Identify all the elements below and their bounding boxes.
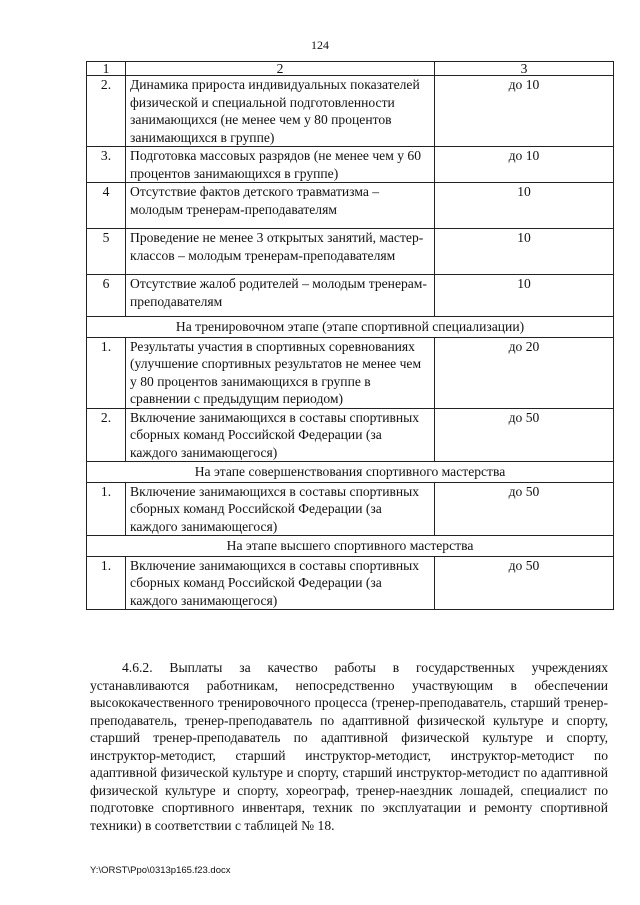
- row-value: до 50: [435, 482, 614, 536]
- row-value: до 50: [435, 408, 614, 462]
- row-value: 10: [435, 229, 614, 275]
- table-row: [87, 556, 614, 610]
- header-col-1: 1: [87, 62, 126, 76]
- section-row: [87, 536, 614, 557]
- row-value: 10: [435, 275, 614, 317]
- page-number: 124: [311, 38, 329, 52]
- table-row: [87, 147, 614, 183]
- table-body: [87, 62, 614, 610]
- row-number: 1.: [87, 337, 126, 408]
- header-col-2: 2: [126, 62, 435, 76]
- footer-file-path: Y:\ORST\Ppo\0313p165.f23.docx: [90, 865, 231, 876]
- row-value: до 10: [435, 147, 614, 183]
- row-number: 1.: [87, 556, 126, 610]
- row-number: 2.: [87, 408, 126, 462]
- payments-table: [86, 61, 614, 610]
- row-text: Подготовка массовых разрядов (не менее чем у 60 процентов занимающихся в группе): [126, 147, 435, 183]
- row-number: 4: [87, 183, 126, 229]
- table-row: [87, 482, 614, 536]
- row-text: Включение занимающихся в составы спортивных сборных команд Российской Федерации (за каждого занимающегося): [126, 482, 435, 536]
- row-text: Результаты участия в спортивных соревнованиях (улучшение спортивных результатов не менее чем у 80 процентов занимающихся в группе в сравнении с предыдущим периодом): [126, 337, 435, 408]
- section-row: [87, 317, 614, 338]
- table-row: [87, 229, 614, 275]
- table-row: [87, 183, 614, 229]
- table-row: [87, 275, 614, 317]
- row-value: до 20: [435, 337, 614, 408]
- row-number: 1.: [87, 482, 126, 536]
- row-number: 2.: [87, 76, 126, 147]
- paragraph-4-6-2: 4.6.2. Выплаты за качество работы в государственных учреждениях устанавливаются работникам, непосредственно участвующим в обеспечении высококачественного тренировочного процесса (тренер-преподаватель, старший тренер-преподаватель, тренер-преподаватель по адаптивной физической культуре и спорту, старший тренер-преподаватель по адаптивной физической культуре и спорту, инструктор-методист, старший инструктор-методист, инструктор-методист по адаптивной физической культуре и спорту, старший инструктор-методист по адаптивной физической культуре и спорту, хореограф, тренер-наездник лошадей, специалист по подготовке спортивного инвентаря, техник по эксплуатации и ремонту спортивной техники) в соответствии с таблицей № 18.: [90, 660, 608, 833]
- section-title: На этапе совершенствования спортивного мастерства: [87, 462, 614, 483]
- row-number: 3.: [87, 147, 126, 183]
- row-value: до 10: [435, 76, 614, 147]
- row-value: до 50: [435, 556, 614, 610]
- section-row: [87, 462, 614, 483]
- row-text: Отсутствие фактов детского травматизма – молодым тренерам-преподавателям: [126, 183, 435, 229]
- table-header-row: [87, 62, 614, 76]
- row-text: Отсутствие жалоб родителей – молодым тренерам-преподавателям: [126, 275, 435, 317]
- row-text: Проведение не менее 3 открытых занятий, мастер-классов – молодым тренерам-преподавателям: [126, 229, 435, 275]
- row-number: 6: [87, 275, 126, 317]
- row-number: 5: [87, 229, 126, 275]
- row-text: Включение занимающихся в составы спортивных сборных команд Российской Федерации (за каждого занимающегося): [126, 556, 435, 610]
- row-text: Динамика прироста индивидуальных показателей физической и специальной подготовленности занимающихся (не менее чем у 80 процентов занимающихся в группе): [126, 76, 435, 147]
- table-row: [87, 408, 614, 462]
- row-text: Включение занимающихся в составы спортивных сборных команд Российской Федерации (за каждого занимающегося): [126, 408, 435, 462]
- row-value: 10: [435, 183, 614, 229]
- section-title: На этапе высшего спортивного мастерства: [87, 536, 614, 557]
- table-row: [87, 76, 614, 147]
- section-title: На тренировочном этапе (этапе спортивной специализации): [87, 317, 614, 338]
- header-col-3: 3: [435, 62, 614, 76]
- table-row: [87, 337, 614, 408]
